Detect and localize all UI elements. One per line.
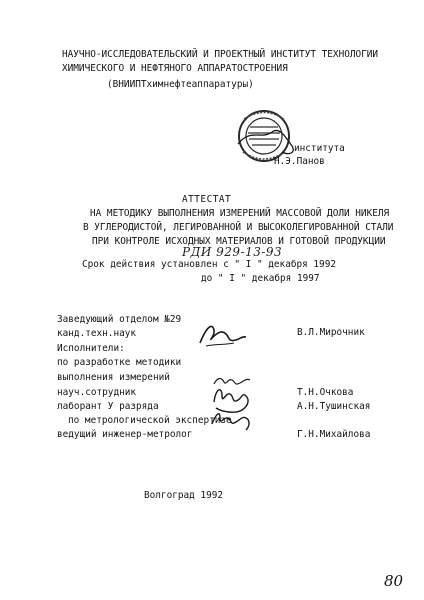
institute-name-line-2: ХИМИЧЕСКОГО И НЕФТЯНОГО АППАРАТОСТРОЕНИЯ	[62, 63, 288, 74]
document-code-handwritten: РДИ 929-13-93	[182, 245, 283, 259]
signature-tushinskaya	[214, 390, 248, 412]
signature-mirochnik	[200, 326, 246, 343]
lab-assistant-title: лаборант У разряда	[57, 401, 159, 412]
metrologist-name: Г.Н.Михайлова	[297, 429, 371, 440]
head-of-department-title: Заведующий отделом №29	[57, 314, 182, 325]
head-of-department-degree: канд.техн.наук	[57, 328, 137, 339]
method-development-line-1: по разработке методики	[57, 357, 182, 368]
lab-assistant-name: А.Н.Тушинская	[297, 401, 371, 412]
researcher-title: науч.сотрудник	[57, 387, 137, 398]
approval-name: Н.Э.Панов	[274, 156, 325, 167]
title-line-2: В УГЛЕРОДИСТОЙ, ЛЕГИРОВАННОЙ И ВЫСОКОЛЕГИРОВАННОЙ СТАЛИ	[83, 222, 394, 233]
signature-ochkova	[214, 379, 250, 385]
title-line-1: НА МЕТОДИКУ ВЫПОЛНЕНИЯ ИЗМЕРЕНИЙ МАССОВОЙ ДОЛИ НИКЕЛЯ	[90, 208, 390, 219]
researcher-name: Т.Н.Очкова	[297, 387, 354, 398]
validity-line-2: до " I " декабря 1997	[201, 273, 320, 284]
city-year: Волгоград 1992	[144, 490, 224, 501]
document-heading: АТТЕСТАТ	[182, 194, 232, 205]
page-number-handwritten: 80	[384, 572, 404, 590]
method-development-line-2: выполнения измерений	[57, 372, 170, 383]
validity-line-1: Срок действия установлен с " I " декабря 1992	[82, 259, 336, 270]
approval-position: института	[294, 143, 345, 154]
institute-name-line-1: НАУЧНО-ИССЛЕДОВАТЕЛЬСКИЙ И ПРОЕКТНЫЙ ИНСТИТУТ ТЕХНОЛОГИИ	[62, 49, 379, 60]
metrology-expertise-label: по метрологической экспертизе	[68, 415, 232, 426]
title-line-3: ПРИ КОНТРОЛЕ ИСХОДНЫХ МАТЕРИАЛОВ И ГОТОВОЙ ПРОДУКЦИИ	[92, 236, 386, 247]
metrologist-title: ведущий инженер-метролог	[57, 429, 193, 440]
performers-label: Исполнители:	[57, 343, 125, 354]
institute-abbreviation: (ВНИИПТхимнефтеаппаратуры)	[107, 79, 254, 90]
head-of-department-name: В.Л.Мирочник	[297, 327, 365, 338]
